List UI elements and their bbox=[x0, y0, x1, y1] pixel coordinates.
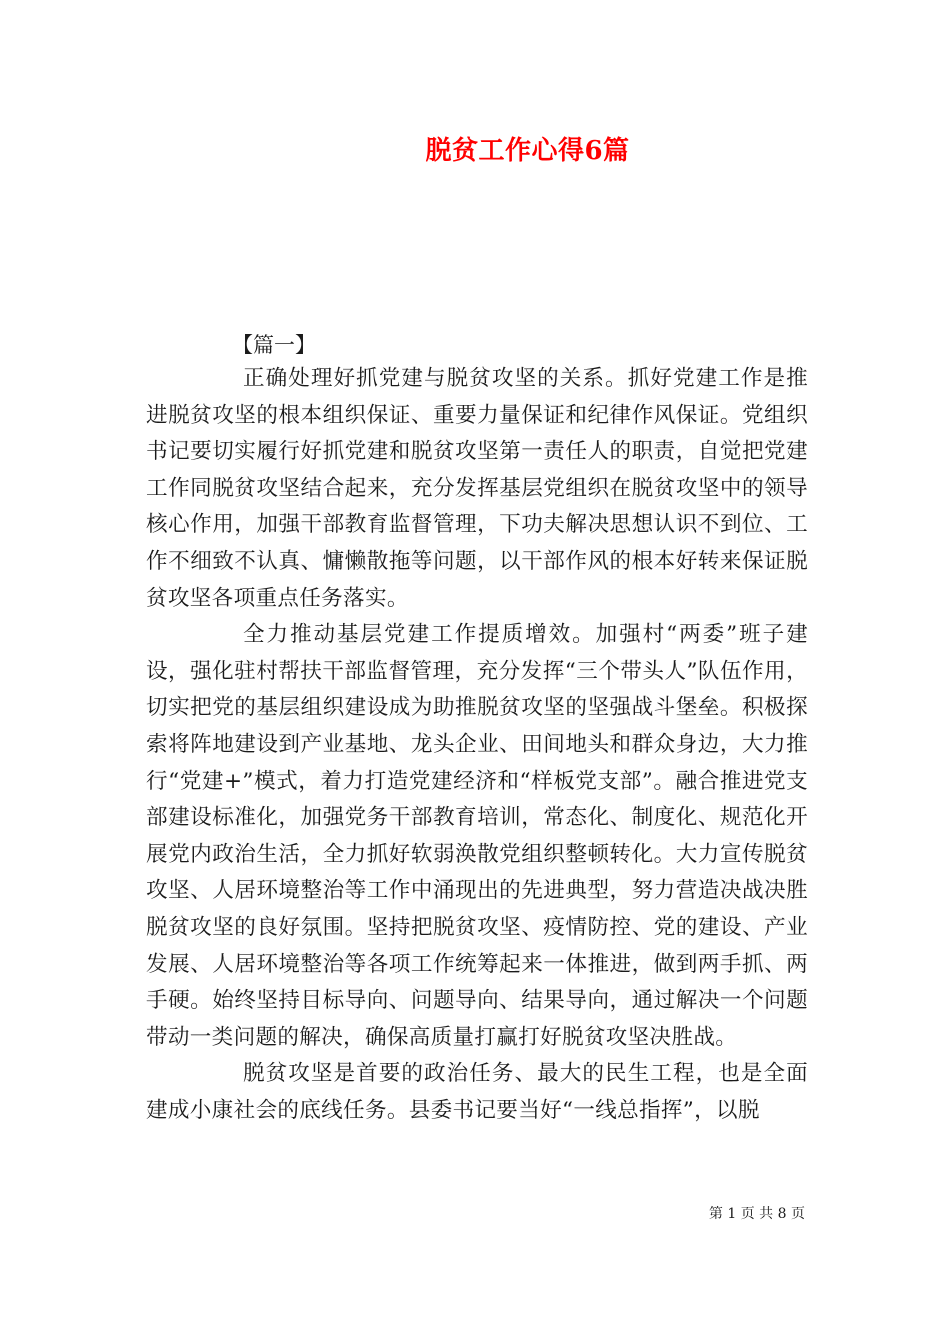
paragraph: 正确处理好抓党建与脱贫攻坚的关系。抓好党建工作是推进脱贫攻坚的根本组织保证、重要力量保证和纪律作风保证。党组织书记要切实履行好抓党建和脱贫攻坚第一责任人的职责，自觉把党建工作同脱贫攻坚结合起来，充分发挥基层党组织在脱贫攻坚中的领导核心作用，加强干部教育监督管理，下功夫解决思想认识不到位、工作不细致不认真、慵懒散拖等问题，以干部作风的根本好转来保证脱贫攻坚各项重点任务落实。 bbox=[146, 366, 808, 611]
page-number: 第 1 页 共 8 页 bbox=[708, 1206, 805, 1222]
document-title: 脱贫工作心得6篇 bbox=[425, 136, 630, 166]
paragraph: 全力推动基层党建工作提质增效。加强村“两委”班子建设，强化驻村帮扶干部监督管理，充分发挥“三个带头人”队伍作用，切实把党的基层组织建设成为助推脱贫攻坚的坚强战斗堡垒。积极探索将阵地建设到产业基地、龙头企业、田间地头和群众身边，大力推行“党建+”模式，着力打造党建经济和“样板党支部”。融合推进党支部建设标准化，加强党务干部教育培训，常态化、制度化、规范化开展党内政治生活，全力抓好软弱涣散党组织整顿转化。大力宣传脱贫攻坚、人居环境整治等工作中涌现出的先进典型，努力营造决战决胜脱贫攻坚的良好氛围。坚持把脱贫攻坚、疫情防控、党的建设、产业发展、人居环境整治等各项工作统筹起来一体推进，做到两手抓、两手硬。始终坚持目标导向、问题导向、结果导向，通过解决一个问题带动一类问题的解决，确保高质量打赢打好脱贫攻坚决胜战。 bbox=[146, 622, 808, 1050]
section-label: 【篇一】 bbox=[232, 333, 316, 357]
paragraph: 脱贫攻坚是首要的政治任务、最大的民生工程，也是全面建成小康社会的底线任务。县委书记要当好“一线总指挥”，以脱 bbox=[146, 1061, 808, 1123]
document-body bbox=[146, 361, 808, 1129]
